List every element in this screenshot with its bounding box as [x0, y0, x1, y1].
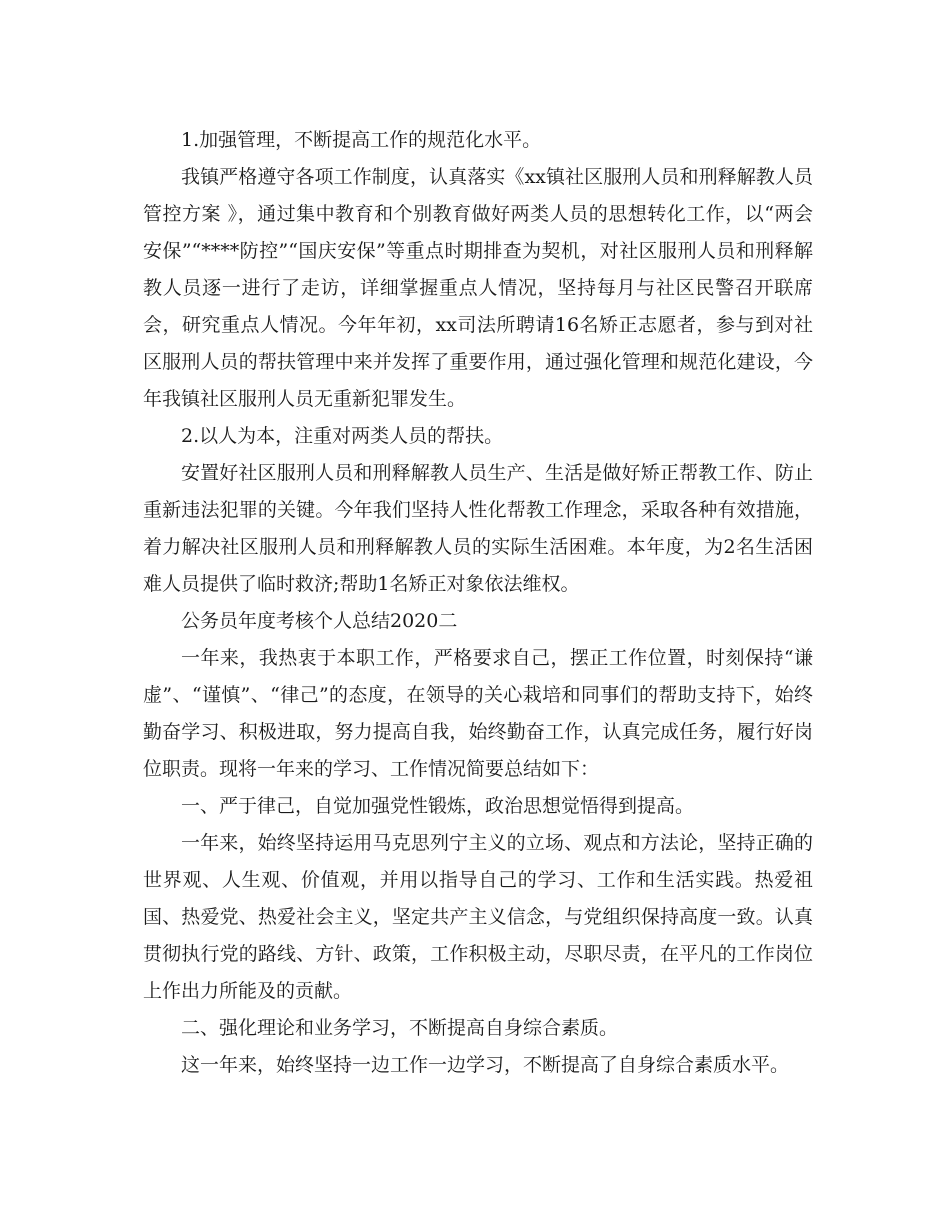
paragraph-management-details: 我镇严格遵守各项工作制度，认真落实《xx镇社区服刑人员和刑释解教人员管控方案 》，通过集中教育和个别教育做好两类人员的思想转化工作，以“两会安保”“****防控”“国庆安保”等重点时期排查为契机，对社区服刑人员和刑释解教人员逐一进行了走访，详细掌握重点人情况，坚持每月与社区民警召开联席会，研究重点人情况。今年年初，xx司法所聘请16名矫正志愿者，参与到对社区服刑人员的帮扶管理中来并发挥了重要作用，通过强化管理和规范化建设，今年我镇社区服刑人员无重新犯罪发生。: [143, 166, 813, 410]
paragraph-assistance-details: 安置好社区服刑人员和刑释解教人员生产、生活是做好矫正帮教工作、防止重新违法犯罪的关键。今年我们坚持人性化帮教工作理念，采取各种有效措施，着力解决社区服刑人员和刑释解教人员的实际生活困难。本年度，为2名生活困难人员提供了临时救济;帮助1名矫正对象依法维权。: [143, 462, 813, 595]
paragraph-heading-study: 二、强化理论和业务学习，不断提高自身综合素质。: [181, 1017, 619, 1039]
paragraph-political-details: 一年来，始终坚持运用马克思列宁主义的立场、观点和方法论，坚持正确的世界观、人生观、价值观，并用以指导自己的学习、工作和生活实践。热爱祖国、热爱党、热爱社会主义，坚定共产主义信念，与党组织保持高度一致。认真贯彻执行党的路线、方针、政策，工作积极主动，尽职尽责，在平凡的工作岗位上作出力所能及的贡献。: [143, 832, 813, 1002]
section-title-summary-two: 公务员年度考核个人总结2020二: [181, 610, 458, 632]
document-body: [143, 122, 813, 1084]
paragraph-heading-management: 1.加强管理，不断提高工作的规范化水平。: [181, 129, 542, 151]
paragraph-heading-people-oriented: 2.以人为本，注重对两类人员的帮扶。: [181, 425, 504, 447]
paragraph-heading-self-discipline: 一、严于律己，自觉加强党性锻炼，政治思想觉悟得到提高。: [181, 795, 695, 817]
paragraph-study-details: 这一年来，始终坚持一边工作一边学习，不断提高了自身综合素质水平。: [181, 1054, 790, 1076]
paragraph-summary-intro: 一年来，我热衷于本职工作，严格要求自己，摆正工作位置，时刻保持“谦虚”、“谨慎”、“律己”的态度，在领导的关心栽培和同事们的帮助支持下，始终勤奋学习、积极进取，努力提高自我，始终勤奋工作，认真完成任务，履行好岗位职责。现将一年来的学习、工作情况简要总结如下：: [143, 647, 813, 780]
